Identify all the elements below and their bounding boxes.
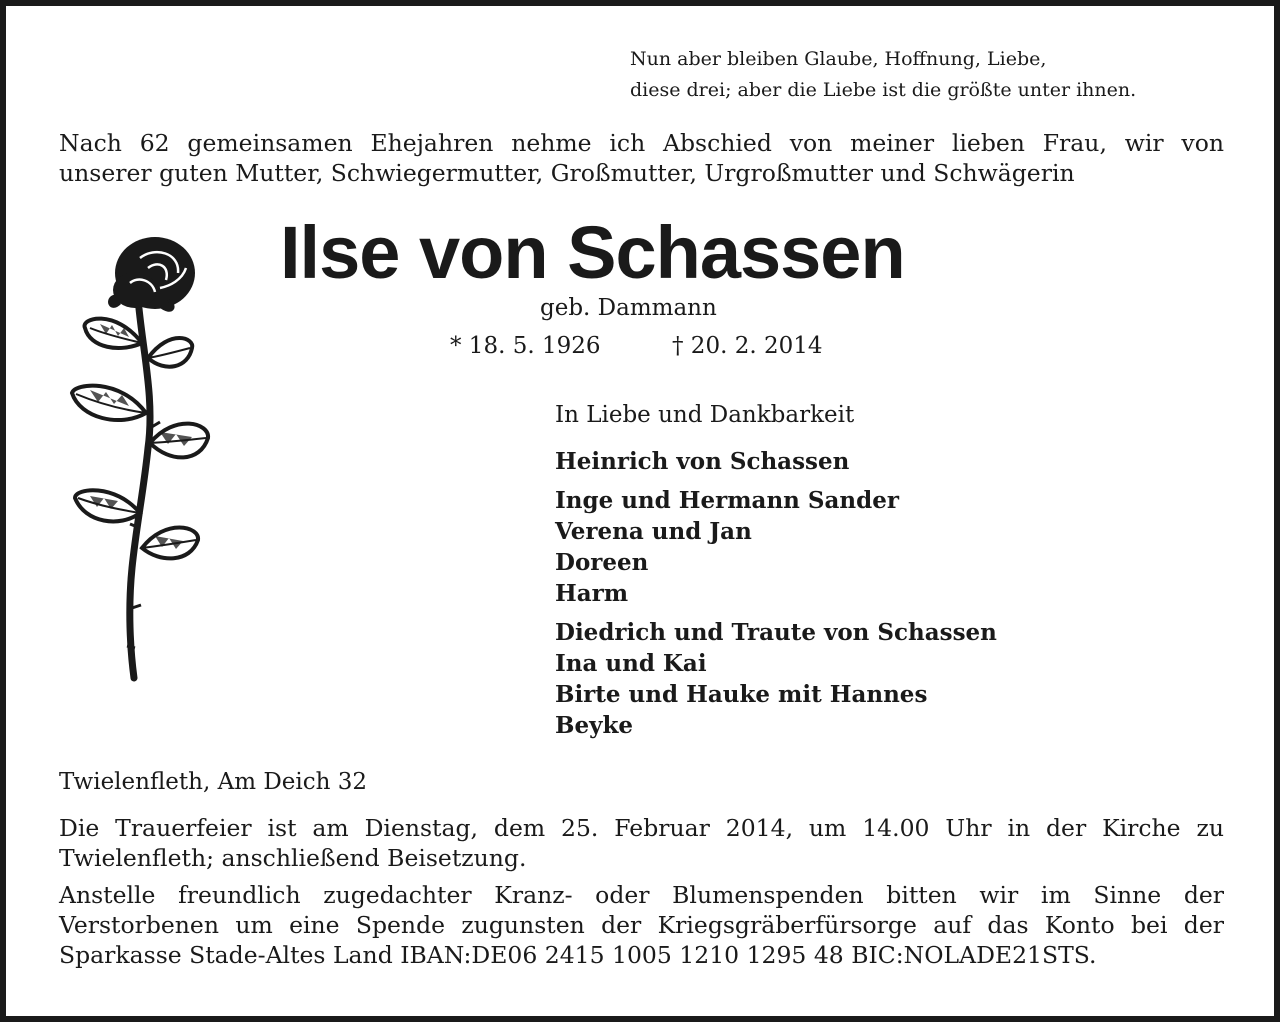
mourner-name: Doreen [555, 549, 649, 576]
mourners-list [555, 400, 1255, 749]
mourner-name: Inge und Hermann Sander [555, 487, 899, 514]
intro-line: unserer guten Mutter, Schwiegermutter, Großmutter, Urgroßmutter und Schwägerin [59, 159, 1075, 187]
mourner-group [555, 446, 1255, 477]
mourner-name: Beyke [555, 712, 634, 739]
donation-line: Anstelle freundlich zugedachter Kranz- oder Blumenspenden bitten wir im Sinne der [59, 881, 1224, 909]
deceased-name: Ilse von Schassen [280, 211, 905, 294]
funeral-line: Die Trauerfeier ist am Dienstag, dem 25. Februar 2014, um 14.00 Uhr in der Kirche zu [59, 814, 1224, 842]
quote-line: Nun aber bleiben Glaube, Hoffnung, Liebe, [630, 48, 1047, 70]
birth-date: * 18. 5. 1926 [450, 333, 601, 359]
donation-line: Verstorbenen um eine Spende zugunsten der Kriegsgräberfürsorge auf das Konto bei der [59, 911, 1224, 939]
address: Twielenfleth, Am Deich 32 [59, 769, 367, 795]
intro-line: Nach 62 gemeinsamen Ehejahren nehme ich Abschied von meiner lieben Frau, wir von [59, 129, 1224, 157]
quote-line: diese drei; aber die Liebe ist die größte unter ihnen. [630, 79, 1137, 101]
mourner-name: Heinrich von Schassen [555, 448, 850, 475]
death-date: † 20. 2. 2014 [672, 333, 823, 359]
donation-info [59, 880, 1224, 970]
mourners-lead: In Liebe und Dankbarkeit [555, 402, 855, 428]
rose-icon [60, 228, 215, 683]
bible-quote [630, 44, 1240, 106]
maiden-name: geb. Dammann [540, 295, 717, 321]
mourner-name: Verena und Jan [555, 518, 752, 545]
mourner-name: Harm [555, 580, 629, 607]
funeral-line: Twielenfleth; anschließend Beisetzung. [59, 844, 527, 872]
mourner-group [555, 617, 1255, 741]
funeral-info [59, 813, 1224, 873]
mourner-name: Birte und Hauke mit Hannes [555, 681, 928, 708]
donation-line: Sparkasse Stade-Altes Land IBAN:DE06 2415 1005 1210 1295 48 BIC:NOLADE21STS. [59, 941, 1097, 969]
mourner-group [555, 485, 1255, 609]
intro-text [59, 128, 1224, 188]
mourner-name: Ina und Kai [555, 650, 707, 677]
mourner-name: Diedrich und Traute von Schassen [555, 619, 997, 646]
